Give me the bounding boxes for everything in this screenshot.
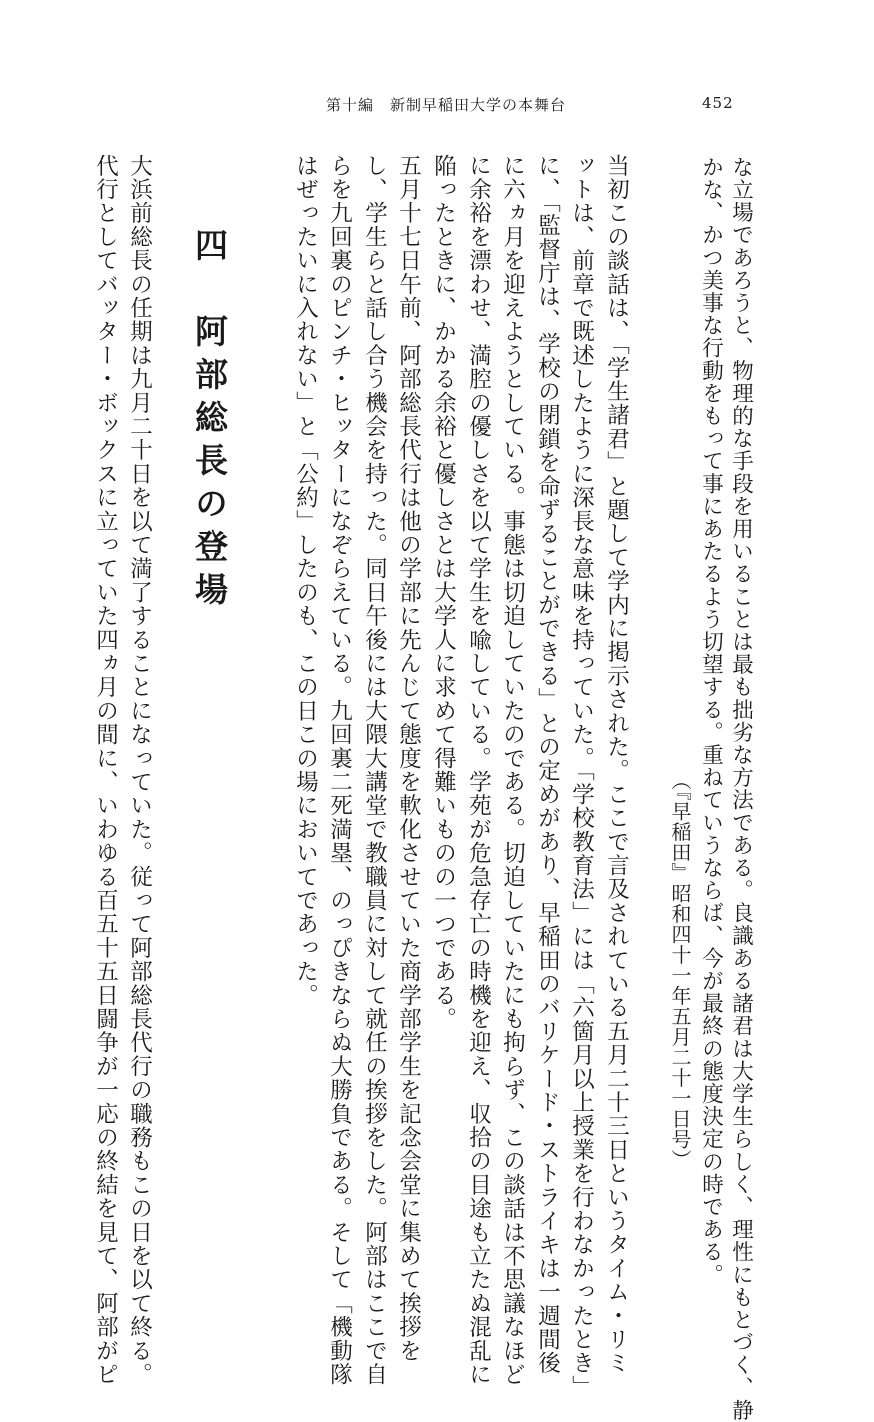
body-line: に六ヵ月を迎えようとしている。事態は切迫していたのである。切迫していたにも拘らず、この談話は不思議なほど bbox=[499, 154, 526, 1387]
quote-citation: （『早稲田』昭和四十一年五月二十一日号） bbox=[668, 770, 692, 1170]
body-line: し、学生らと話し合う機会を持った。同日午後には大隈大講堂で教職員に対して就任の挨拶をした。阿部はここで自 bbox=[361, 154, 388, 1387]
section-heading: 四 阿部総長の登場 bbox=[190, 228, 229, 615]
quote-line: かな、かつ美事な行動をもって事にあたるよう切望する。重ねていうならば、今が最終の態度決定の時である。 bbox=[698, 156, 724, 1286]
page-number: 452 bbox=[702, 94, 734, 112]
body-line: に、「監督庁は、学校の閉鎖を命ずることができる」との定めがあり、早稲田のバリケード・ストライキは一週間後 bbox=[534, 154, 561, 1376]
body-line: ットは、前章で既述したように深長な意味を持っていた。「学校教育法」には「六箇月以上授業を行わなかったとき」 bbox=[568, 154, 595, 1399]
body-line: 代行としてバッター・ボックスに立っていた四ヵ月の間に、いわゆる百五十五日闘争が一応の終結を見て、阿部がピ bbox=[92, 154, 119, 1387]
body-line: 五月十七日午前、阿部総長代行は他の学部に先んじて態度を軟化させていた商学部学生を記念会堂に集めて挨拶を bbox=[395, 154, 422, 1363]
body-line: 大浜前総長の任期は九月二十日を以て満了することになっていた。従って阿部総長代行の職務もこの日を以て終る。 bbox=[126, 154, 153, 1387]
body-line: に余裕を漂わせ、満腔の優しさを以て学生を喩している。学苑が危急存亡の時機を迎え、収拾の目途も立たぬ混乱に bbox=[465, 154, 492, 1387]
body-line: はぜったいに入れない」と「公約」したのも、この日この場においてであった。 bbox=[292, 154, 319, 1008]
quote-line: な立場であろうと、物理的な手段を用いることは最も拙劣な方法である。良識ある諸君は大学生らしく、理性にもとづく、静 bbox=[728, 156, 754, 1422]
running-header bbox=[0, 94, 874, 118]
body-line: らを九回裏のピンチ・ヒッターになぞらえている。九回裏二死満塁、のっぴきならぬ大勝負である。そして「機動隊 bbox=[326, 154, 353, 1387]
body-line: 陥ったときに、かかる余裕と優しさとは大学人に求めて得難いものの一つである。 bbox=[430, 154, 457, 1031]
running-head-title: 第十編 新制早稲田大学の本舞台 bbox=[326, 96, 567, 114]
body-line: 当初この談話は、「学生諸君」と題して学内に掲示された。ここで言及されている五月二十三日というタイム・リミ bbox=[603, 154, 630, 1376]
